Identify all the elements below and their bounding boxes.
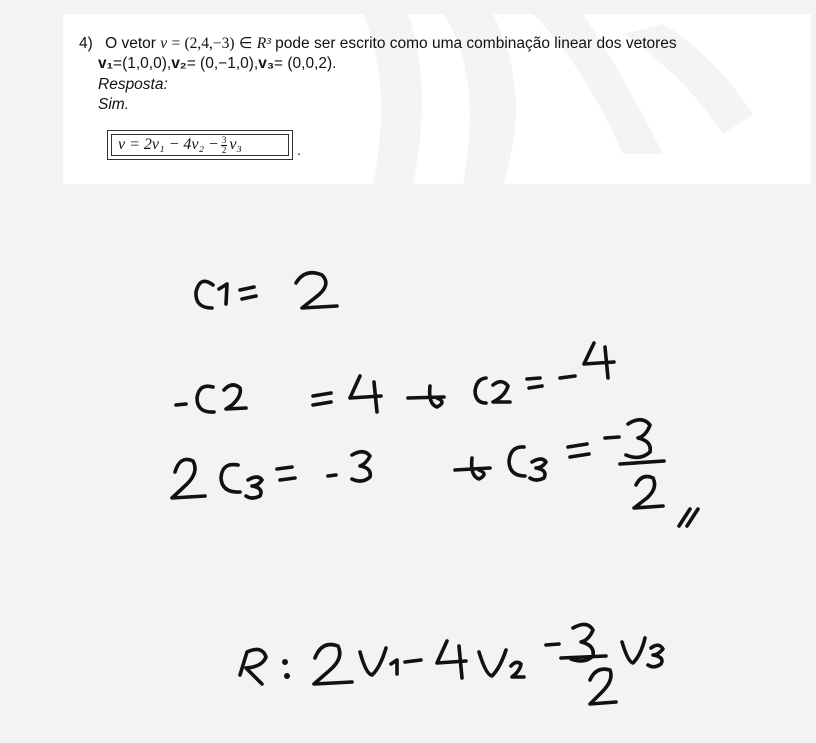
question-text-after: pode ser escrito como uma combinação linear dos vetores bbox=[275, 35, 677, 52]
hand-line-1 bbox=[196, 273, 337, 308]
equals-sign: = bbox=[171, 35, 181, 52]
question-text-before: O vetor bbox=[105, 35, 156, 52]
formula-frac-num: 3 bbox=[221, 134, 227, 145]
answer-value: Sim. bbox=[98, 96, 129, 113]
vector-2-value: = (0,−1,0), bbox=[186, 55, 259, 72]
question-number: 4) bbox=[79, 35, 93, 52]
answer-label: Resposta: bbox=[98, 76, 168, 93]
vector-2-name: v₂ bbox=[171, 55, 187, 72]
vector-tuple: (2,4,−3) bbox=[184, 35, 235, 52]
formula-frac-den: 2 bbox=[221, 144, 227, 155]
hand-final-answer bbox=[240, 624, 663, 704]
hand-line-3 bbox=[172, 420, 698, 526]
member-of-symbol: ∈ bbox=[238, 35, 253, 52]
formula-period: . bbox=[297, 142, 301, 158]
formula-rhs: v₃ bbox=[229, 136, 242, 153]
formula-lhs: v = 2v₁ − 4v₂ − bbox=[118, 136, 219, 153]
vector-3-value: = (0,0,2). bbox=[274, 55, 337, 72]
vector-1-name: v₁ bbox=[98, 55, 114, 72]
vector-1-value: =(1,0,0), bbox=[113, 55, 172, 72]
vector-3-name: v₃ bbox=[258, 55, 275, 72]
vector-space: R³ bbox=[256, 35, 271, 52]
hand-line-2 bbox=[176, 343, 614, 412]
vector-variable: v bbox=[160, 35, 168, 52]
